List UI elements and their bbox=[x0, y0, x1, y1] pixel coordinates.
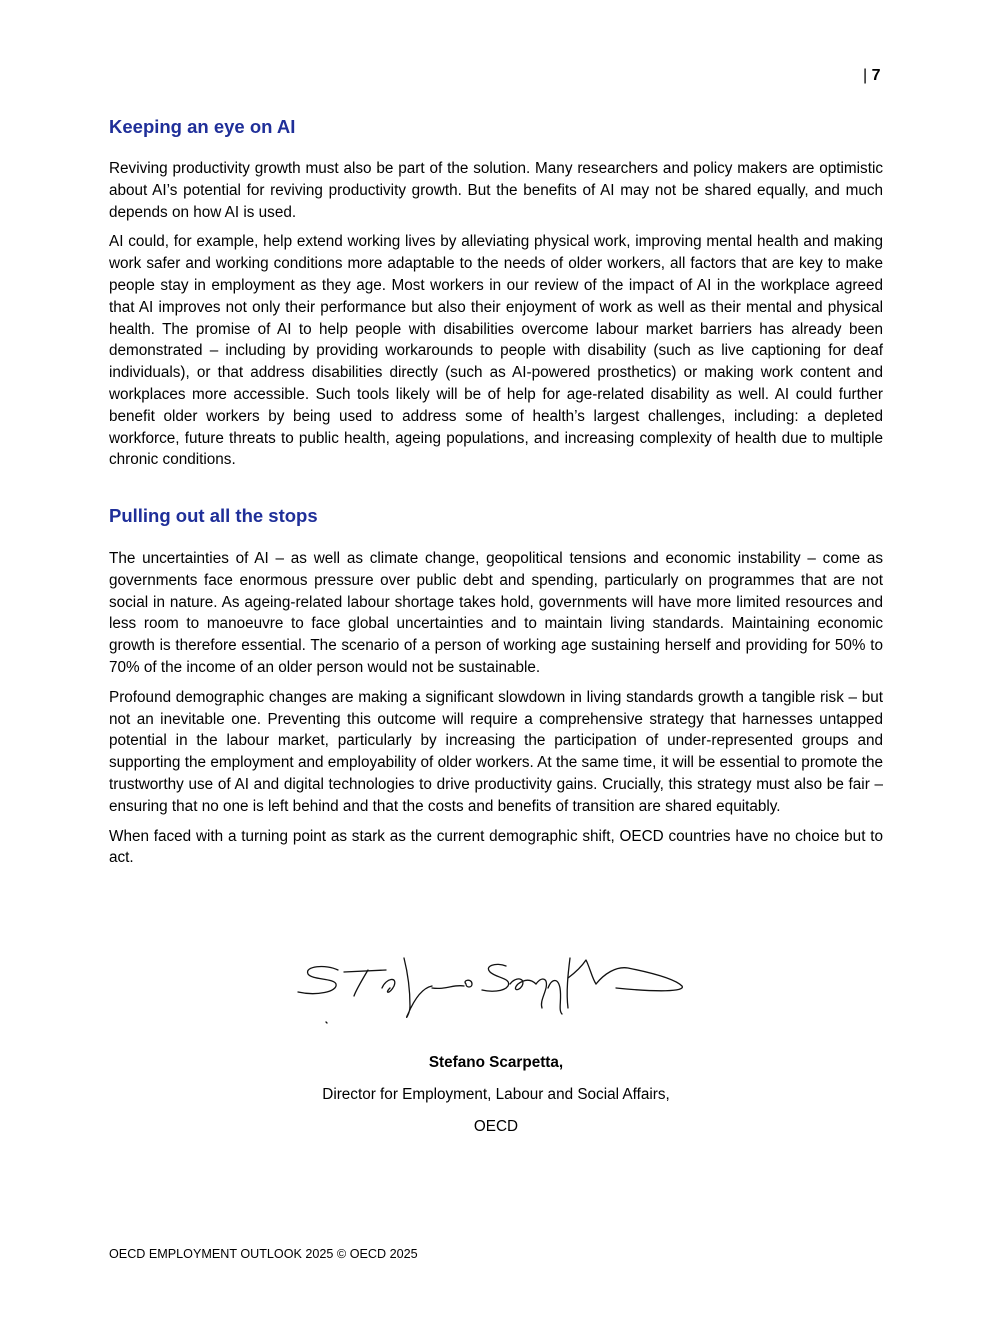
handwritten-signature bbox=[286, 948, 706, 1043]
section-pulling-out-all-the-stops bbox=[109, 503, 883, 877]
section-keeping-an-eye-on-ai bbox=[109, 114, 883, 471]
section-heading: Keeping an eye on AI bbox=[109, 116, 296, 137]
page-footer: OECD EMPLOYMENT OUTLOOK 2025 © OECD 2025 bbox=[109, 1247, 418, 1261]
signer-role: Director for Employment, Labour and Social Affairs, bbox=[322, 1086, 670, 1103]
paragraph: The uncertainties of AI – as well as climate change, geopolitical tensions and economic instability – come as governments face enormous pressure over public debt and spending, particularly on programmes that are not social in nature. As ageing-related labour shortage takes hold, governments will have more limited resources and less room to manoeuvre to face global uncertainties and to maintain living standards. Maintaining economic growth is therefore essential. The scenario of a person of working age sustaining herself and providing for 50% to 70% of the income of an older person would not be sustainable. bbox=[109, 550, 883, 676]
paragraph: Reviving productivity growth must also be part of the solution. Many researchers and policy makers are optimistic about AI’s potential for reviving productivity growth. But the benefits of AI may not be shared equally, and much depends on how AI is used. bbox=[109, 160, 883, 221]
page-number bbox=[863, 66, 881, 86]
paragraph: When faced with a turning point as stark as the current demographic shift, OECD countries have no choice but to act. bbox=[109, 827, 883, 867]
page-number-value: 7 bbox=[871, 67, 881, 84]
signer-name: Stefano Scarpetta, bbox=[428, 1054, 564, 1071]
signature-block bbox=[0, 948, 992, 1043]
paragraph: AI could, for example, help extend working lives by alleviating physical work, improving mental health and making work safer and working conditions more adaptable to the needs of older workers, all factors that are key to make people stay in employment as they age. Most workers in our review of the impact of AI in the workplace agreed that AI improves not only their performance but also their enjoyment of work as well as their mental and physical health. The promise of AI to help people with disabilities overcome labour market barriers has already been demonstrated – including by providing workarounds to people with disability (such as live captioning for deaf individuals), or that address disabilities directly (such as AI-powered prosthetics) or making work content and workplaces more accessible. Such tools likely will be of help for age-related disability as well. AI could further benefit older workers by being used to address some of health’s largest challenges, including: a depleted workforce, future threats to public health, ageing populations, and increasing complexity of health due to multiple chronic conditions. bbox=[109, 233, 883, 469]
section-heading: Pulling out all the stops bbox=[109, 505, 318, 526]
page-number-separator: | bbox=[863, 67, 872, 84]
main-content bbox=[109, 114, 883, 867]
signer-organization: OECD bbox=[473, 1118, 519, 1135]
paragraph: Profound demographic changes are making a significant slowdown in living standards growth a tangible risk – but not an inevitable one. Preventing this outcome will require a comprehensive strategy that harnesses untapped potential in the labour market, particularly by increasing the participation of under-represented groups and supporting the employment and employability of older workers. At the same time, it will be essential to promote the trustworthy use of AI and digital technologies to drive productivity gains. Crucially, this strategy must also be fair – ensuring that no one is left behind and that the costs and benefits of transition are shared equitably. bbox=[109, 688, 883, 815]
